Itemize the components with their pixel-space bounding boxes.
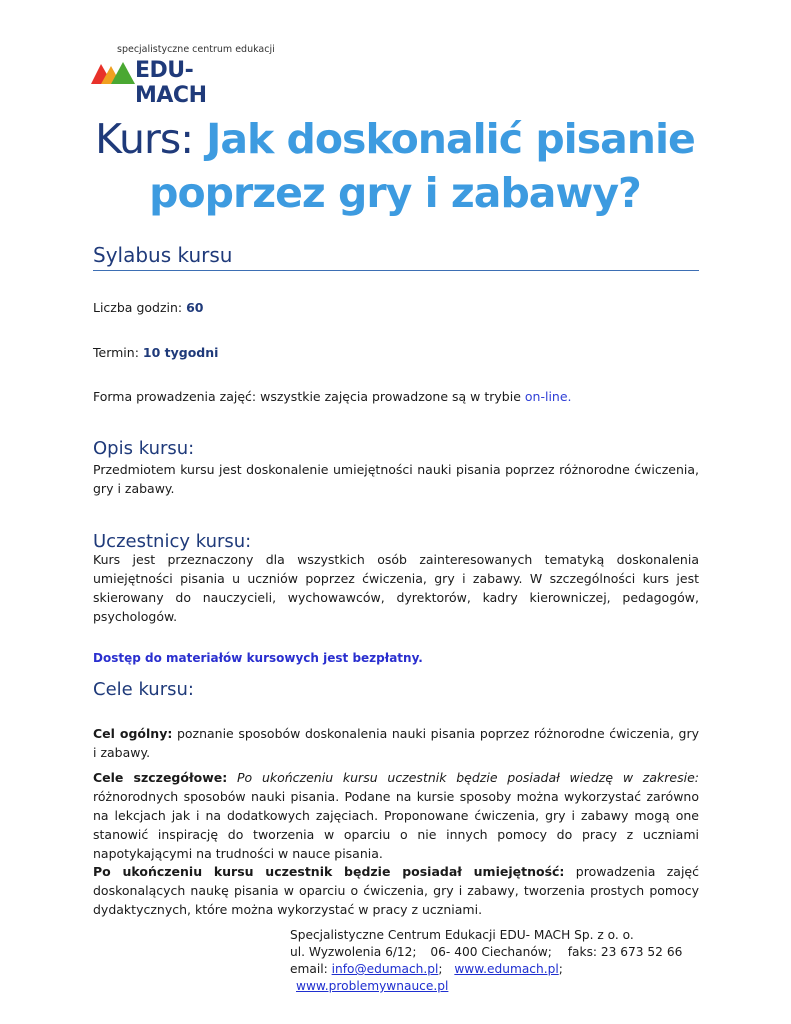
goal-skills [93, 862, 699, 919]
footer-address: ul. Wyzwolenia 6/12; [290, 945, 417, 959]
logo-mark-icon [91, 60, 137, 86]
description-text: Przedmiotem kursu jest doskonalenie umiejętności nauki pisania poprzez różnorodne ćwiczenia, gry i zabawy. [93, 462, 699, 496]
title-line2: poprzez gry i zabawy? [149, 169, 641, 217]
goal-specific [93, 768, 699, 863]
goal-skills-label: Po ukończeniu kursu uczestnik będzie posiadał umiejętność: [93, 864, 565, 879]
title-line1: Jak doskonalić pisanie [206, 115, 695, 163]
participants-heading: Uczestnicy kursu: [93, 531, 252, 552]
footer-site2-link[interactable]: www.problemywnauce.pl [296, 979, 449, 993]
syllabus-heading: Sylabus kursu [93, 243, 699, 271]
goal-general [93, 724, 699, 762]
form-line [93, 389, 572, 404]
footer-email-link[interactable]: info@edumach.pl [331, 962, 439, 976]
goal-specific-text: różnorodnych sposobów nauki pisania. Podane na kursie sposoby można wykorzystać zarówno na lekcjach jak i na dodatkowych zajęciach. Proponowane ćwiczenia, gry i zabawy mogą one stanowić inspirację do tworzenia w oparciu o nie innych pomocy do pracy z uczniami napotykającymi na trudności w nauce pisania. [93, 789, 699, 861]
goal-skills-text: prowadzenia zajęć doskonalących naukę pisania w oparciu o ćwiczenia, gry i zabawy, tworzenia prostych pomocy dydaktycznych, które można wykorzystać w pracy z uczniami. [93, 864, 699, 917]
title-prefix: Kurs: [95, 115, 194, 163]
footer-contact-line [290, 961, 710, 995]
logo-brand: EDU-MACH [135, 58, 207, 108]
goal-general-text: poznanie sposobów doskonalenia nauki pisania poprzez różnorodne ćwiczenia, gry i zabawy. [93, 726, 699, 760]
page-title [60, 112, 730, 220]
footer-site1-link[interactable]: www.edumach.pl [454, 962, 559, 976]
free-access-note: Dostęp do materiałów kursowych jest bezpłatny. [93, 651, 423, 665]
footer-email-label: email: [290, 962, 328, 976]
goal-specific-italic: Po ukończeniu kursu uczestnik będzie posiadał wiedzę w zakresie: [237, 770, 699, 785]
footer-city: 06- 400 Ciechanów; [430, 945, 552, 959]
footer-address-line [290, 944, 710, 961]
term-line [93, 345, 218, 360]
footer [290, 927, 710, 995]
term-label: Termin: [93, 345, 139, 360]
logo-tagline: specjalistyczne centrum edukacji [117, 44, 275, 55]
footer-sep: ; [438, 962, 443, 976]
footer-sep: ; [558, 962, 563, 976]
footer-fax: faks: 23 673 52 66 [567, 945, 683, 959]
goal-general-label: Cel ogólny: [93, 726, 173, 741]
hours-line [93, 300, 204, 315]
form-value: on-line. [524, 389, 572, 404]
hours-value: 60 [186, 300, 204, 315]
term-value: 10 tygodni [142, 345, 219, 360]
logo [91, 44, 275, 108]
description-heading: Opis kursu: [93, 438, 195, 459]
form-label: Forma prowadzenia zajęć: wszystkie zajęcia prowadzone są w trybie [93, 389, 521, 404]
participants-text: Kurs jest przeznaczony dla wszystkich osób zainteresowanych tematyką doskonalenia umiejętności pisania u uczniów poprzez ćwiczenia, gry i zabawy. W szczególności kurs jest skierowany do nauczycieli, wychowawców, dyrektorów, kadry kierowniczej, pedagogów, psychologów. [93, 552, 699, 624]
goals-heading: Cele kursu: [93, 679, 194, 700]
hours-label: Liczba godzin: [93, 300, 183, 315]
footer-company: Specjalistyczne Centrum Edukacji EDU- MACH Sp. z o. o. [290, 928, 634, 942]
goal-specific-label: Cele szczegółowe: [93, 770, 228, 785]
